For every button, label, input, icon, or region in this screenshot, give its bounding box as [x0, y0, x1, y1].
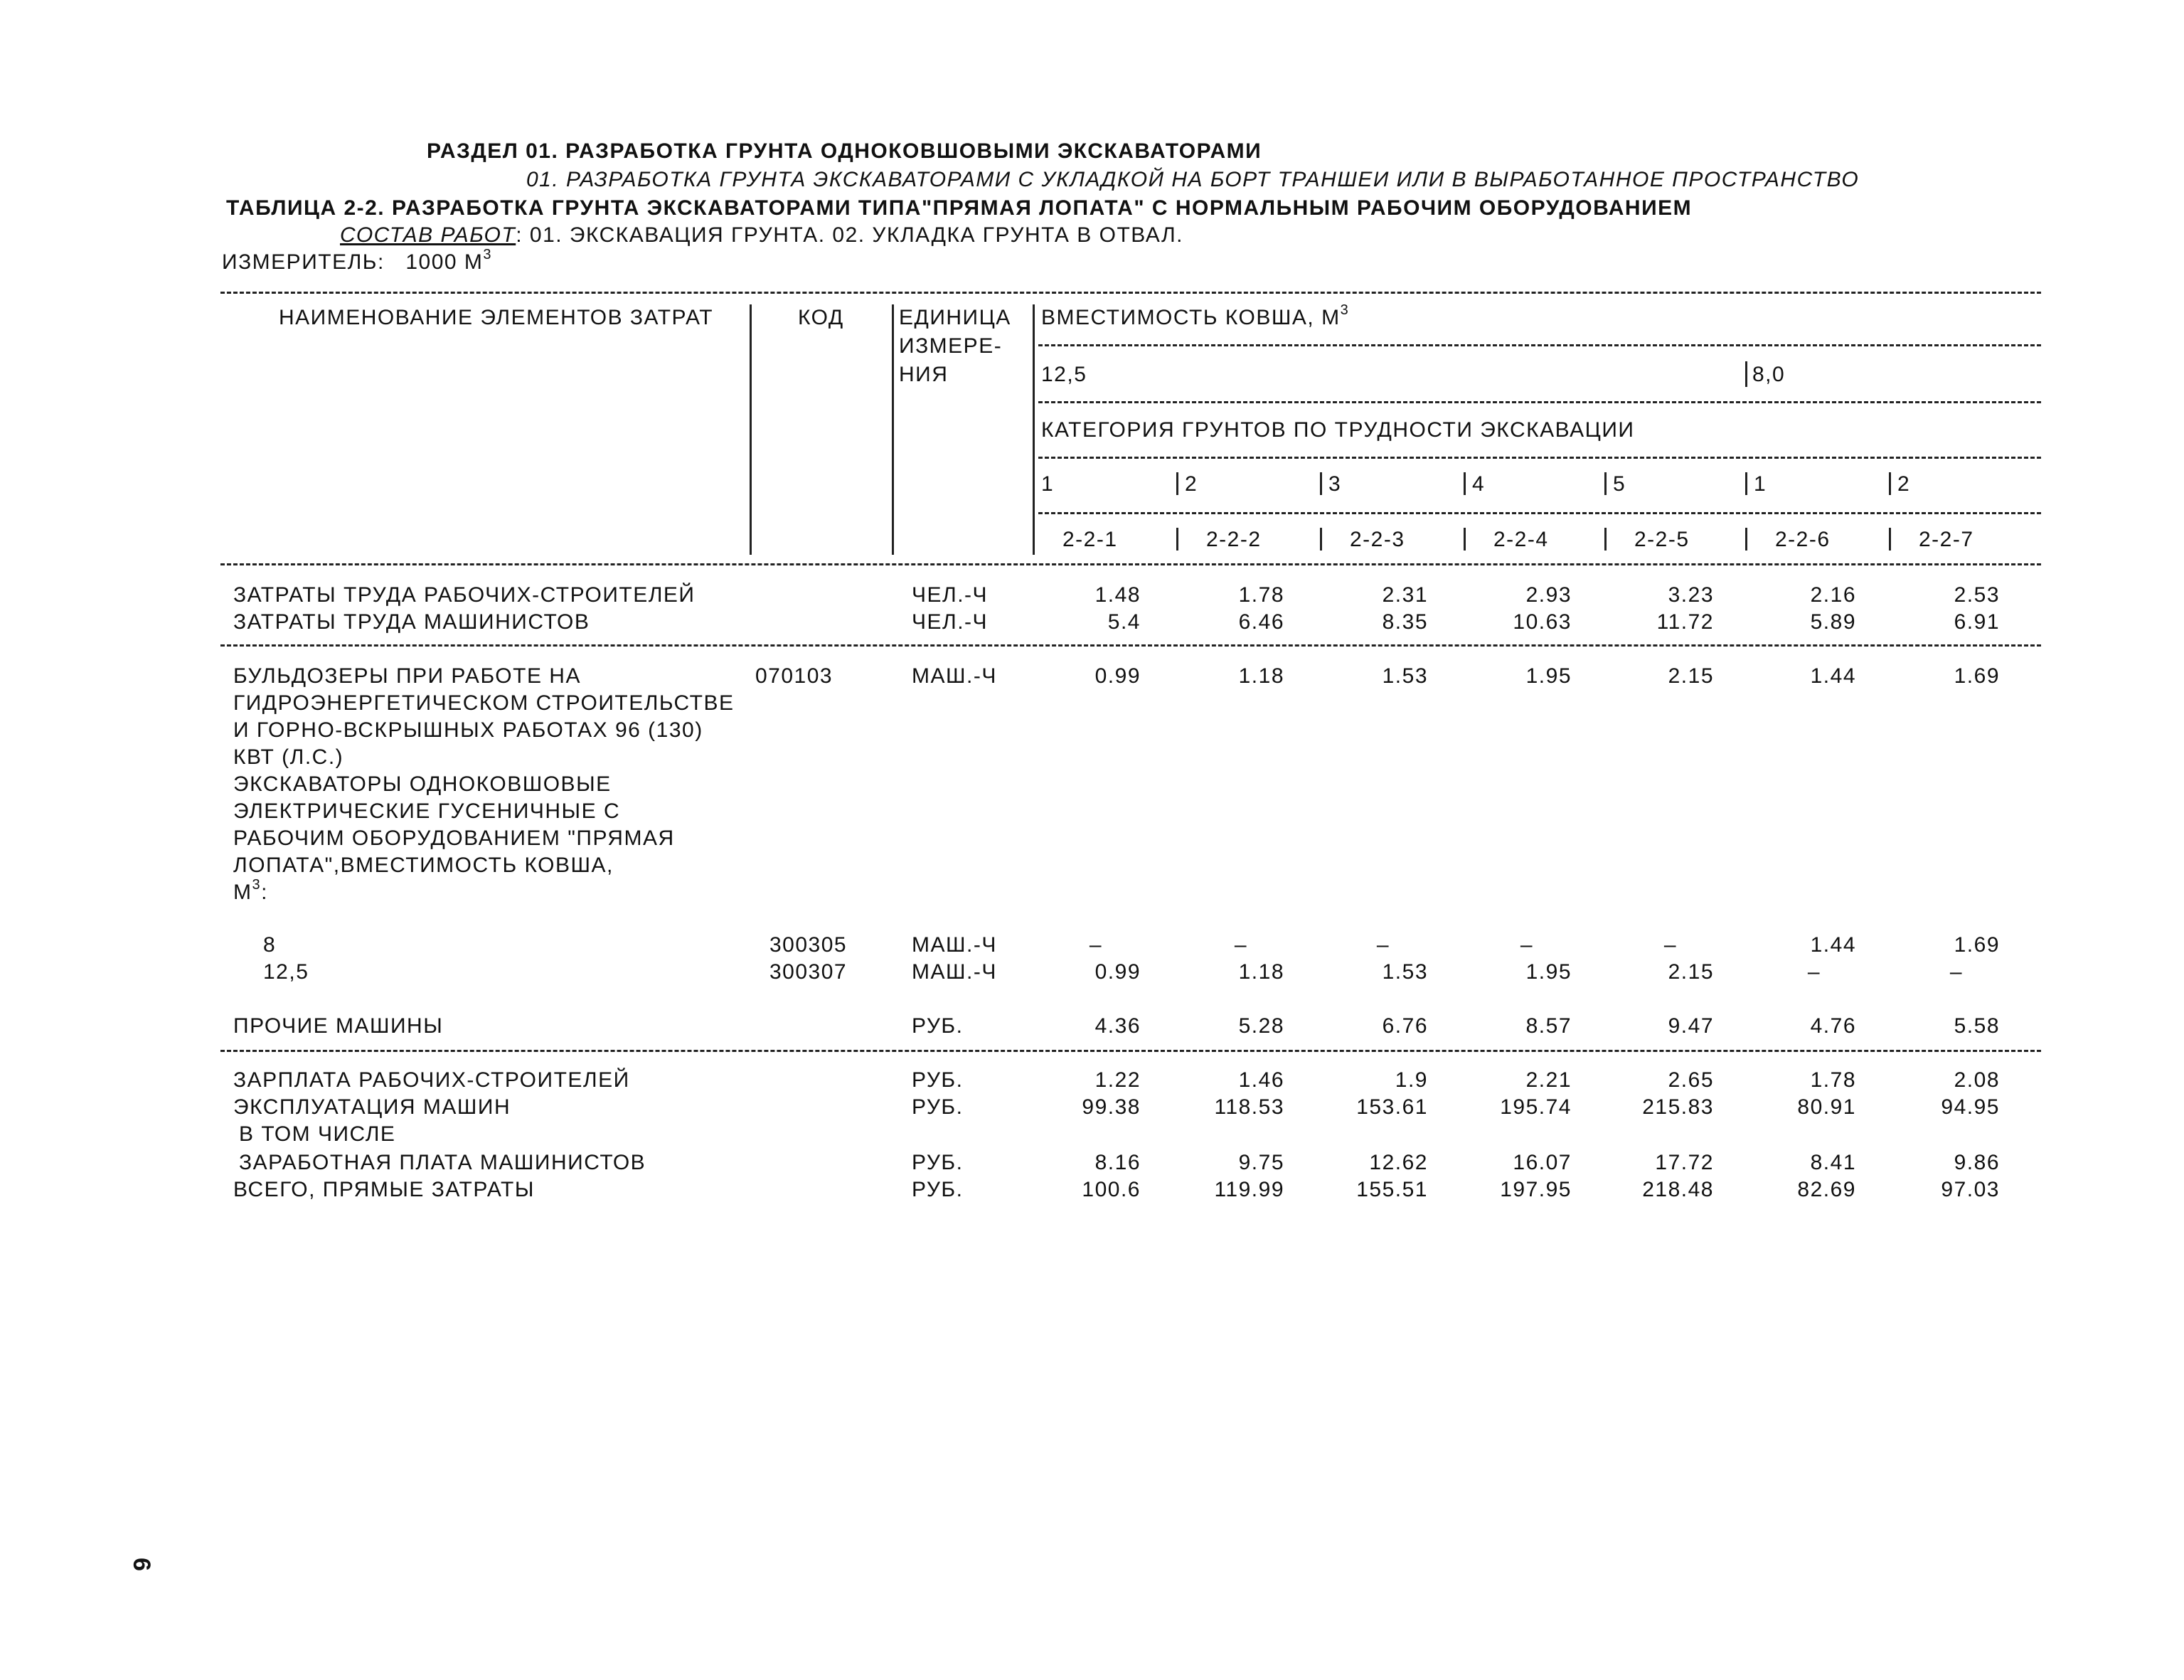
bucket-sup: 3	[1340, 302, 1350, 318]
col-header-unit-2: ИЗМЕРЕ-	[899, 334, 1003, 358]
cost-row-name: ЗАРПЛАТА РАБОЧИХ-СТРОИТЕЛЕЙ	[233, 1068, 630, 1092]
table-cell: –	[1376, 933, 1390, 957]
cost-row-unit: РУБ.	[912, 1151, 964, 1174]
labor-row-name: ЗАТРАТЫ ТРУДА РАБОЧИХ-СТРОИТЕЛЕЙ	[233, 583, 696, 607]
code-divider	[1604, 528, 1607, 551]
bucket-value-a: 12,5	[1041, 363, 1087, 386]
measure-unit-label: ИЗМЕРИТЕЛЬ:	[222, 250, 385, 274]
table-cell: 0.99	[1094, 960, 1141, 984]
cat-2: 2	[1185, 472, 1198, 496]
table-cell: 1.18	[1238, 664, 1284, 688]
table-cell: –	[1949, 960, 1963, 984]
sub-row-unit: МАШ.-Ч	[912, 960, 997, 984]
table-rule-machines	[220, 1050, 2041, 1052]
code-2-2-2: 2-2-2	[1206, 528, 1262, 551]
table-cell: 1.22	[1094, 1068, 1141, 1092]
table-cell: 1.95	[1525, 664, 1572, 688]
code-divider	[1176, 528, 1178, 551]
table-rule-top	[220, 292, 2041, 294]
table-cell: 16.07	[1513, 1151, 1572, 1174]
table-cell: 12.62	[1369, 1151, 1428, 1174]
cost-row-unit: РУБ.	[912, 1068, 964, 1092]
table-cell: 119.99	[1214, 1178, 1284, 1201]
sub-row-code: 300307	[769, 960, 848, 984]
bucket-label: ВМЕСТИМОСТЬ КОВША, М	[1041, 306, 1341, 329]
table-cell: 118.53	[1214, 1095, 1284, 1119]
excavator-unit-label: М	[233, 881, 252, 904]
table-cell: 3.23	[1668, 583, 1714, 607]
col-header-unit-3: НИЯ	[899, 363, 949, 386]
cost-row-name: ЗАРАБОТНАЯ ПЛАТА МАШИНИСТОВ	[239, 1151, 646, 1174]
col-divider-name	[750, 304, 752, 555]
code-2-2-6: 2-2-6	[1775, 528, 1831, 551]
bulldozer-unit: МАШ.-Ч	[912, 664, 997, 688]
table-cell: 2.53	[1954, 583, 2000, 607]
cost-row-name: В ТОМ ЧИСЛЕ	[239, 1122, 396, 1146]
table-cell: 5.4	[1107, 610, 1141, 634]
labor-row-unit: ЧЕЛ.-Ч	[912, 610, 989, 634]
cat-divider	[1464, 472, 1466, 495]
table-cell: 155.51	[1356, 1178, 1428, 1201]
code-divider	[1320, 528, 1322, 551]
table-cell: 2.15	[1668, 664, 1714, 688]
cost-row-unit: РУБ.	[912, 1178, 964, 1201]
code-divider	[1745, 528, 1747, 551]
cost-row-unit: РУБ.	[912, 1095, 964, 1119]
table-cell: 5.58	[1954, 1014, 2000, 1038]
labor-row-name: ЗАТРАТЫ ТРУДА МАШИНИСТОВ	[233, 610, 590, 634]
table-cell: 1.46	[1238, 1068, 1284, 1092]
col-divider-code	[892, 304, 894, 555]
sub-row-code: 300305	[769, 933, 848, 957]
table-cell: 10.63	[1513, 610, 1572, 634]
table-cell: 1.9	[1395, 1068, 1428, 1092]
table-cell: 11.72	[1656, 610, 1714, 634]
subsection-title: 01. РАЗРАБОТКА ГРУНТА ЭКСКАВАТОРАМИ С УКЛАДКОЙ НА БОРТ ТРАНШЕИ ИЛИ В ВЫРАБОТАННОЕ ПРОСТРАНСТВО	[526, 168, 1860, 191]
table-cell: 1.95	[1525, 960, 1572, 984]
table-cell: 4.76	[1810, 1014, 1856, 1038]
col-divider-unit	[1033, 304, 1035, 555]
other-machines-unit: РУБ.	[912, 1014, 964, 1038]
table-cell: 1.48	[1094, 583, 1141, 607]
table-cell: 2.31	[1382, 583, 1428, 607]
table-cell: 8.57	[1525, 1014, 1572, 1038]
code-2-2-7: 2-2-7	[1919, 528, 1974, 551]
code-2-2-3: 2-2-3	[1350, 528, 1405, 551]
col-header-code: КОД	[798, 306, 844, 329]
page-number: 6	[128, 1558, 155, 1573]
code-divider	[1464, 528, 1466, 551]
table-cell: 5.89	[1810, 610, 1856, 634]
table-cell: 2.65	[1668, 1068, 1714, 1092]
other-machines-name: ПРОЧИЕ МАШИНЫ	[233, 1014, 444, 1038]
excavator-name: ЛОПАТА",ВМЕСТИМОСТЬ КОВША,	[233, 854, 614, 877]
table-cell: 1.53	[1382, 960, 1428, 984]
table-cell: 1.53	[1382, 664, 1428, 688]
code-2-2-5: 2-2-5	[1634, 528, 1690, 551]
table-cell: 9.75	[1238, 1151, 1284, 1174]
table-cell: 99.38	[1082, 1095, 1141, 1119]
table-cell: 97.03	[1941, 1178, 2000, 1201]
table-cell: 5.28	[1238, 1014, 1284, 1038]
bulldozer-name: И ГОРНО-ВСКРЫШНЫХ РАБОТАХ 96 (130)	[233, 718, 703, 742]
table-cell: 153.61	[1356, 1095, 1428, 1119]
bucket-value-b: 8,0	[1752, 363, 1786, 386]
code-2-2-1: 2-2-1	[1062, 528, 1118, 551]
excavator-name: ЭЛЕКТРИЧЕСКИЕ ГУСЕНИЧНЫЕ С	[233, 799, 621, 823]
bulldozer-name: ГИДРОЭНЕРГЕТИЧЕСКОМ СТРОИТЕЛЬСТВЕ	[233, 691, 735, 715]
table-cell: 2.08	[1954, 1068, 2000, 1092]
table-cell: 94.95	[1941, 1095, 2000, 1119]
code-divider	[1889, 528, 1891, 551]
table-cell: –	[1520, 933, 1533, 957]
table-cell: 1.78	[1810, 1068, 1856, 1092]
bulldozer-name: БУЛЬДОЗЕРЫ ПРИ РАБОТЕ НА	[233, 664, 581, 688]
table-cell: 195.74	[1500, 1095, 1572, 1119]
table-cell: 1.78	[1238, 583, 1284, 607]
table-cell: 8.16	[1094, 1151, 1141, 1174]
cat-divider	[1320, 472, 1322, 495]
cat-6: 1	[1754, 472, 1767, 496]
header-rule-2	[1038, 401, 2041, 403]
table-cell: 1.69	[1954, 664, 2000, 688]
cat-7: 2	[1897, 472, 1911, 496]
cat-3: 3	[1328, 472, 1342, 496]
header-rule-3	[1038, 457, 2041, 459]
bucket-divider	[1745, 361, 1747, 387]
bulldozer-name: КВТ (Л.С.)	[233, 745, 344, 769]
table-cell: 2.16	[1810, 583, 1856, 607]
table-rule-header	[220, 563, 2041, 565]
table-cell: –	[1663, 933, 1677, 957]
table-cell: 6.91	[1954, 610, 2000, 634]
works-text: : 01. ЭКСКАВАЦИЯ ГРУНТА. 02. УКЛАДКА ГРУНТА В ОТВАЛ.	[516, 223, 1183, 247]
cat-1: 1	[1041, 472, 1055, 496]
table-cell: 82.69	[1797, 1178, 1856, 1201]
table-cell: 17.72	[1655, 1151, 1714, 1174]
table-cell: 0.99	[1094, 664, 1141, 688]
table-cell: 218.48	[1642, 1178, 1714, 1201]
cat-divider	[1176, 472, 1178, 495]
excavator-name: РАБОЧИМ ОБОРУДОВАНИЕМ "ПРЯМАЯ	[233, 826, 675, 850]
table-cell: 9.47	[1668, 1014, 1714, 1038]
table-cell: 1.18	[1238, 960, 1284, 984]
cat-divider	[1889, 472, 1891, 495]
measure-unit	[222, 247, 493, 274]
measure-unit-sup: 3	[483, 247, 493, 262]
cost-row-name: ВСЕГО, ПРЯМЫЕ ЗАТРАТЫ	[233, 1178, 535, 1201]
table-cell: 9.86	[1954, 1151, 2000, 1174]
sub-row-unit: МАШ.-Ч	[912, 933, 997, 957]
works-label: СОСТАВ РАБОТ	[340, 223, 516, 247]
table-cell: 4.36	[1094, 1014, 1141, 1038]
table-cell: 1.69	[1954, 933, 2000, 957]
excavator-unit-sup: 3	[252, 877, 262, 893]
table-cell: –	[1807, 960, 1821, 984]
col-header-unit-1: ЕДИНИЦА	[899, 306, 1011, 329]
col-header-name: НАИМЕНОВАНИЕ ЭЛЕМЕНТОВ ЗАТРАТ	[279, 306, 714, 329]
sub-row-name: 8	[263, 933, 277, 957]
table-cell: 6.76	[1382, 1014, 1428, 1038]
works-composition	[340, 225, 1183, 246]
labor-row-unit: ЧЕЛ.-Ч	[912, 583, 989, 607]
table-cell: –	[1089, 933, 1102, 957]
cat-divider	[1745, 472, 1747, 495]
cost-row-name: ЭКСПЛУАТАЦИЯ МАШИН	[233, 1095, 511, 1119]
header-rule-1	[1038, 344, 2041, 346]
col-header-bucket	[1041, 302, 1350, 329]
bulldozer-code: 070103	[755, 664, 833, 688]
table-cell: 1.44	[1810, 664, 1856, 688]
cat-4: 4	[1472, 472, 1486, 496]
table-title: ТАБЛИЦА 2-2. РАЗРАБОТКА ГРУНТА ЭКСКАВАТОРАМИ ТИПА"ПРЯМАЯ ЛОПАТА" С НОРМАЛЬНЫМ РАБОЧИМ ОБОРУДОВАНИЕМ	[226, 196, 1693, 220]
table-cell: 100.6	[1082, 1178, 1141, 1201]
table-cell: 80.91	[1797, 1095, 1856, 1119]
table-cell: 197.95	[1500, 1178, 1572, 1201]
table-cell: 8.35	[1382, 610, 1428, 634]
table-cell: 1.44	[1810, 933, 1856, 957]
table-cell: 6.46	[1238, 610, 1284, 634]
category-label: КАТЕГОРИЯ ГРУНТОВ ПО ТРУДНОСТИ ЭКСКАВАЦИИ	[1041, 418, 1635, 442]
table-cell: 2.93	[1525, 583, 1572, 607]
excavator-unit-colon: :	[261, 881, 268, 904]
sub-row-name: 12,5	[263, 960, 309, 984]
table-cell: 2.15	[1668, 960, 1714, 984]
excavator-unit	[233, 877, 268, 904]
measure-unit-value: 1000 М	[405, 250, 484, 274]
table-cell: 215.83	[1642, 1095, 1714, 1119]
section-title: РАЗДЕЛ 01. РАЗРАБОТКА ГРУНТА ОДНОКОВШОВЫМИ ЭКСКАВАТОРАМИ	[427, 139, 1262, 163]
table-cell: –	[1234, 933, 1247, 957]
code-2-2-4: 2-2-4	[1493, 528, 1549, 551]
table-cell: 2.21	[1525, 1068, 1572, 1092]
table-rule-labor	[220, 644, 2041, 647]
excavator-name: ЭКСКАВАТОРЫ ОДНОКОВШОВЫЕ	[233, 772, 612, 796]
cat-5: 5	[1613, 472, 1626, 496]
cat-divider	[1604, 472, 1607, 495]
table-cell: 8.41	[1810, 1151, 1856, 1174]
header-rule-4	[1038, 512, 2041, 514]
